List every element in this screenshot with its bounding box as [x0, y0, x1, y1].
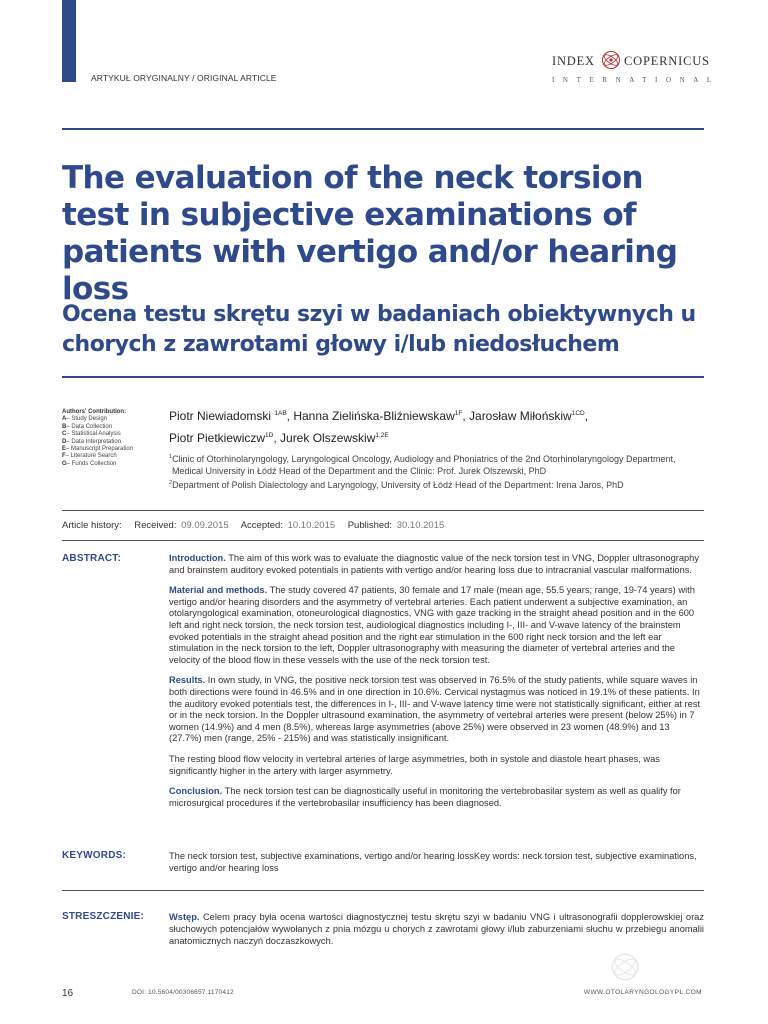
received-date: 09.09.2015	[181, 520, 229, 531]
contribution-item	[62, 453, 162, 460]
contribution-text: – Manuscript Preparation	[66, 446, 134, 453]
author-name: Jarosław Miłońskiw	[469, 409, 572, 423]
accepted-date: 10.10.2015	[287, 520, 336, 531]
abstract-paragraph	[169, 754, 704, 777]
streszczenie-heading: Wstęp.	[169, 912, 200, 922]
contribution-item	[62, 424, 162, 431]
abstract-paragraph-heading: Material and methods.	[169, 585, 268, 596]
contribution-text: – Funds Collection	[66, 460, 117, 467]
affiliation-number: 1	[169, 454, 173, 460]
contribution-text: – Literature Search	[65, 453, 117, 460]
logo-word-index: INDEX	[552, 54, 595, 68]
contribution-letter: E	[62, 446, 67, 453]
copernicus-emblem-icon	[601, 50, 621, 70]
abstract-paragraph-text: The neck torsion test can be diagnostically useful in monitoring the vertebrobasilar system as well as qualify for microsurgical procedures if the vertebrobasilar insufficiency has been diagnosed.	[169, 786, 681, 808]
contribution-item	[62, 416, 162, 423]
author-affiliation-marker: 1CD	[571, 410, 585, 417]
contribution-letter: D	[62, 438, 67, 445]
contribution-letter: B	[62, 423, 67, 430]
author-separator: ,	[462, 409, 470, 423]
received-label: Received:	[134, 520, 177, 531]
logo-word-copernicus: COPERNICUS	[624, 54, 710, 68]
author-affiliation-marker: 1,2E	[375, 432, 389, 439]
authors-contribution	[62, 409, 162, 468]
article-history	[62, 520, 446, 531]
author-separator: ,	[273, 431, 281, 445]
author-name: Piotr Niewiadomski	[169, 409, 275, 423]
accepted-label: Accepted:	[240, 520, 283, 531]
author-name: Hanna Zielińska-Bliźniewskaw	[293, 409, 455, 423]
author-name: Jurek Olszewskiw	[280, 431, 376, 445]
abstract-paragraph-heading: Results.	[169, 675, 206, 686]
contribution-letter: C	[62, 431, 67, 438]
published-date: 30.10.2015	[396, 520, 445, 531]
contribution-letter: G	[62, 460, 67, 467]
author-affiliation-marker: 1AB	[274, 410, 287, 417]
author-separator: ,	[584, 409, 589, 423]
contribution-item	[62, 461, 162, 468]
abstract-paragraph-text: In own study, in VNG, the positive neck torsion test was observed in 76.5% of the study patients, while square waves in both directions were found in 46.5% and in one direction in 10.6%. Cervical nystagmus was noticed in 19.1% of these patients. In the auditory evoked potentials test, the differences in I-, III- and V-wave latency time were not statistically significant, either at rest or in the neck torsion. In the Doppler ultrasound examination, the asymmetry of vertebral arteries were present (below 25%) in 7 women (14.9%) and 4 men (8.5%), whereas large asymmetries (above 25%) were observed in 23 women (48.9%) and 13 (27.7%) men (range, 25% - 215%) and was statistically insignificant.	[169, 675, 701, 744]
contribution-text: – Data Interpretation	[66, 438, 122, 445]
article-category: ARTYKUŁ ORYGINALNY / ORIGINAL ARTICLE	[91, 73, 277, 83]
abstract-paragraph	[169, 675, 704, 745]
affiliation-number: 2	[169, 480, 173, 486]
author-separator: ,	[286, 409, 294, 423]
abstract-body	[169, 553, 704, 818]
author-name: Piotr Pietkiewiczw	[169, 431, 266, 445]
history-bottom-divider	[62, 540, 704, 541]
abstract-paragraph-text: The resting blood flow velocity in vertebral arteries of large asymmetries, both in systole and diastole heart phases, was significantly higher in the artery with larger asymmetry.	[169, 753, 660, 776]
contribution-item	[62, 431, 162, 438]
contribution-text: – Data Collection	[66, 423, 113, 430]
copernicus-watermark-icon	[610, 952, 640, 982]
affiliation-item	[169, 451, 709, 477]
published-label: Published:	[347, 520, 393, 531]
abstract-label: ABSTRACT:	[62, 553, 122, 564]
keywords-label: KEYWORDS:	[62, 850, 127, 861]
contribution-item	[62, 439, 162, 446]
header-divider	[62, 128, 704, 130]
abstract-paragraph-text: The aim of this work was to evaluate the diagnostic value of the neck torsion test in VNG, Doppler ultrasonography and brainstem auditory evoked potentials in patients with vertigo and/or hearing loss due to intracranial vascular malformations.	[169, 553, 700, 575]
page-number: 16	[62, 988, 74, 999]
contribution-heading: Authors' Contribution:	[62, 409, 127, 415]
author-list	[169, 404, 709, 448]
title-divider	[62, 376, 704, 378]
affiliation-item	[169, 477, 709, 491]
streszczenie-label: STRESZCZENIE:	[62, 911, 145, 922]
index-copernicus-logo	[548, 50, 720, 88]
abstract-paragraph	[169, 786, 704, 809]
contribution-text: – Study Design	[66, 416, 108, 423]
affiliations	[169, 451, 709, 491]
affiliation-text: Clinic of Otorhinolaryngology, Laryngological Oncology, Audiology and Phoniatrics of the 2nd Otorhinolaryngology Department, Medical University in Łódź Head of the Department and the Clinic: Prof. Jurek Olszewski, PhD	[172, 454, 676, 476]
author-affiliation-marker: 1D	[265, 432, 274, 439]
streszczenie-text	[169, 911, 704, 947]
article-subtitle-polish: Ocena testu skrętu szyi w badaniach obiektywnych u chorych z zawrotami głowy i/lub niedosłuchem	[62, 302, 696, 357]
contribution-item	[62, 446, 162, 453]
abstract-paragraph	[169, 585, 704, 666]
logo-tagline: INTERNATIONAL	[552, 76, 720, 84]
abstract-paragraph-heading: Conclusion.	[169, 786, 223, 797]
contribution-letter: F	[62, 453, 66, 460]
contribution-letter: A	[62, 416, 67, 423]
streszczenie-body: Celem pracy była ocena wartości diagnostycznej testu skrętu szyi w badaniu VNG i ultrasonografii dopplerowskiej oraz słuchowych potencjałów wywołanych z pnia mózgu u chorych z zawrotami głowy i/lub zaburzeniami słuchu w przebiegu anomalii anatomicznych naczyń doczaszkowych.	[169, 912, 704, 946]
affiliation-text: Department of Polish Dialectology and Laryngology, University of Łódź Head of the Department: Irena Jaros, PhD	[172, 480, 624, 490]
abstract-paragraph	[169, 553, 704, 576]
history-top-divider	[62, 510, 704, 511]
keywords-divider	[62, 890, 704, 891]
contribution-text: – Statistical Analysis	[66, 431, 121, 438]
accent-bar	[62, 0, 76, 82]
author-affiliation-marker: 1F	[454, 410, 463, 417]
abstract-paragraph-heading: Introduction.	[169, 553, 226, 563]
journal-website-link[interactable]: WWW.OTOLARYNGOLOGYPL.COM	[583, 989, 702, 996]
history-label: Article history:	[62, 520, 122, 531]
abstract-paragraph-text: The study covered 47 patients, 30 female and 17 male (mean age, 55.5 years; range, 19-74 years) with vertigo and/or hearing disorders and the asymmetry of vertebral arteries. Each patient underwent a subjective examination, an otolaryngological examination, otoneurological diagnostics, VNG with gaze tracking in the straight ahead position and in the 600 left and right neck torsion, the neck torsion test, audiological diagnostics including I-, III- and V-wave latency of the brainstem evoked potentials in the straight ahead position and the right ear stimulation in the 600 right neck torsion and the left ear stimulation in the neck torsion to the left, Doppler ultrasonography with measuring the diameter of vertebral arteries and the velocity of the blood flow in these vessels with the use of the neck torsion test.	[169, 585, 695, 665]
doi-text: DOI: 10.5604/00306657.1170412	[132, 989, 234, 996]
keywords-text: The neck torsion test, subjective examinations, vertigo and/or hearing lossKey words: neck torsion test, subjective examinations, vertigo and/or hearing loss	[169, 851, 697, 873]
article-title: The evaluation of the neck torsion test in subjective examinations of patients with vertigo and/or hearing loss	[62, 160, 678, 307]
